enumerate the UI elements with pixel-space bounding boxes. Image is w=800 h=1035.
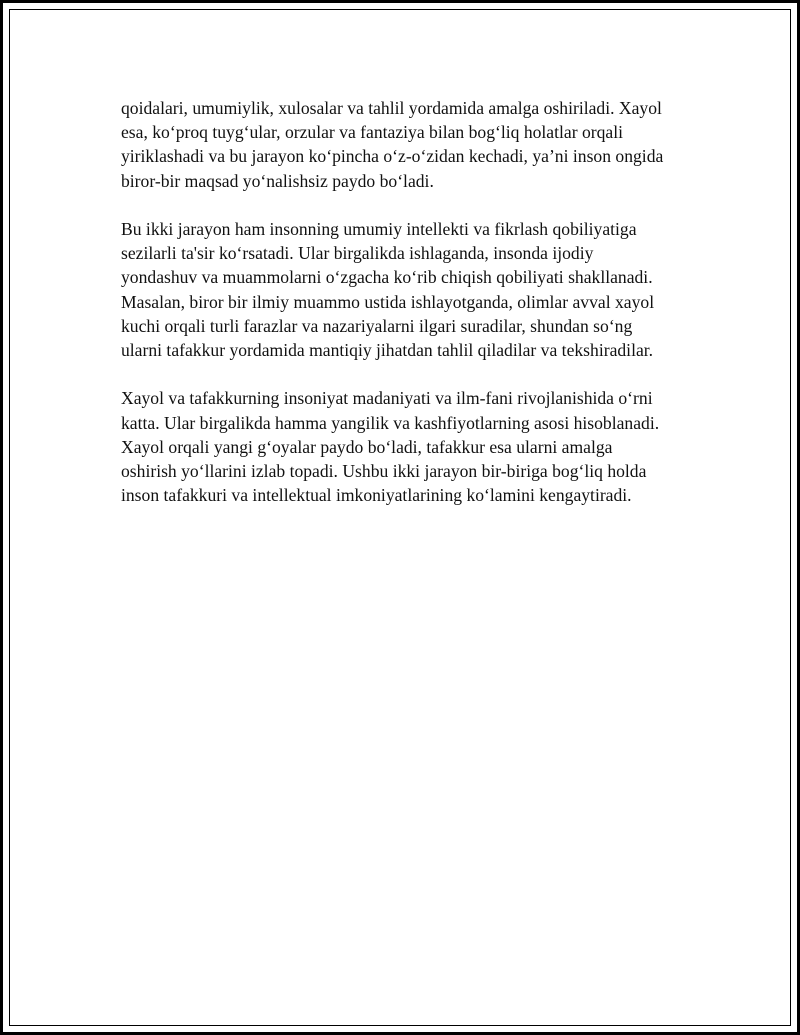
text-line: yondashuv va muammolarni o‘zgacha ko‘rib chiqish qobiliyati shakllanadi. bbox=[121, 267, 653, 288]
text-line: yiriklashadi va bu jarayon ko‘pincha o‘z-o‘zidan kechadi, ya’ni inson ongida bbox=[121, 146, 664, 167]
paragraph-2 bbox=[121, 217, 701, 362]
paragraph-1 bbox=[121, 96, 701, 193]
text-line: kuchi orqali turli farazlar va nazariyalarni ilgari suradilar, shundan so‘ng bbox=[121, 315, 633, 336]
text-line: ularni tafakkur yordamida mantiqiy jihatdan tahlil qiladilar va tekshiradilar. bbox=[121, 340, 654, 361]
paragraph-3 bbox=[121, 386, 701, 507]
text-line: katta. Ular birgalikda hamma yangilik va kashfiyotlarning asosi hisoblanadi. bbox=[121, 412, 660, 433]
text-line: Xayol orqali yangi g‘oyalar paydo bo‘ladi, tafakkur esa ularni amalga bbox=[121, 436, 613, 457]
text-line: biror-bir maqsad yo‘nalishsiz paydo bo‘ladi. bbox=[121, 170, 434, 191]
text-line: Masalan, biror bir ilmiy muammo ustida ishlayotganda, olimlar avval xayol bbox=[121, 291, 655, 312]
text-line: Xayol va tafakkurning insoniyat madaniyati va ilm-fani rivojlanishida o‘rni bbox=[121, 388, 653, 409]
text-line: inson tafakkuri va intellektual imkoniyatlarining ko‘lamini kengaytiradi. bbox=[121, 485, 632, 506]
document-body bbox=[121, 96, 701, 532]
text-line: qoidalari, umumiylik, xulosalar va tahlil yordamida amalga oshiriladi. Xayol bbox=[121, 98, 662, 118]
text-line: Bu ikki jarayon ham insonning umumiy intellekti va fikrlash qobiliyatiga bbox=[121, 219, 637, 239]
text-line: sezilarli ta'sir ko‘rsatadi. Ular birgalikda ishlaganda, insonda ijodiy bbox=[121, 243, 594, 264]
text-line: esa, ko‘proq tuyg‘ular, orzular va fantaziya bilan bog‘liq holatlar orqali bbox=[121, 122, 623, 143]
text-line: oshirish yo‘llarini izlab topadi. Ushbu ikki jarayon bir-biriga bog‘liq holda bbox=[121, 461, 647, 482]
